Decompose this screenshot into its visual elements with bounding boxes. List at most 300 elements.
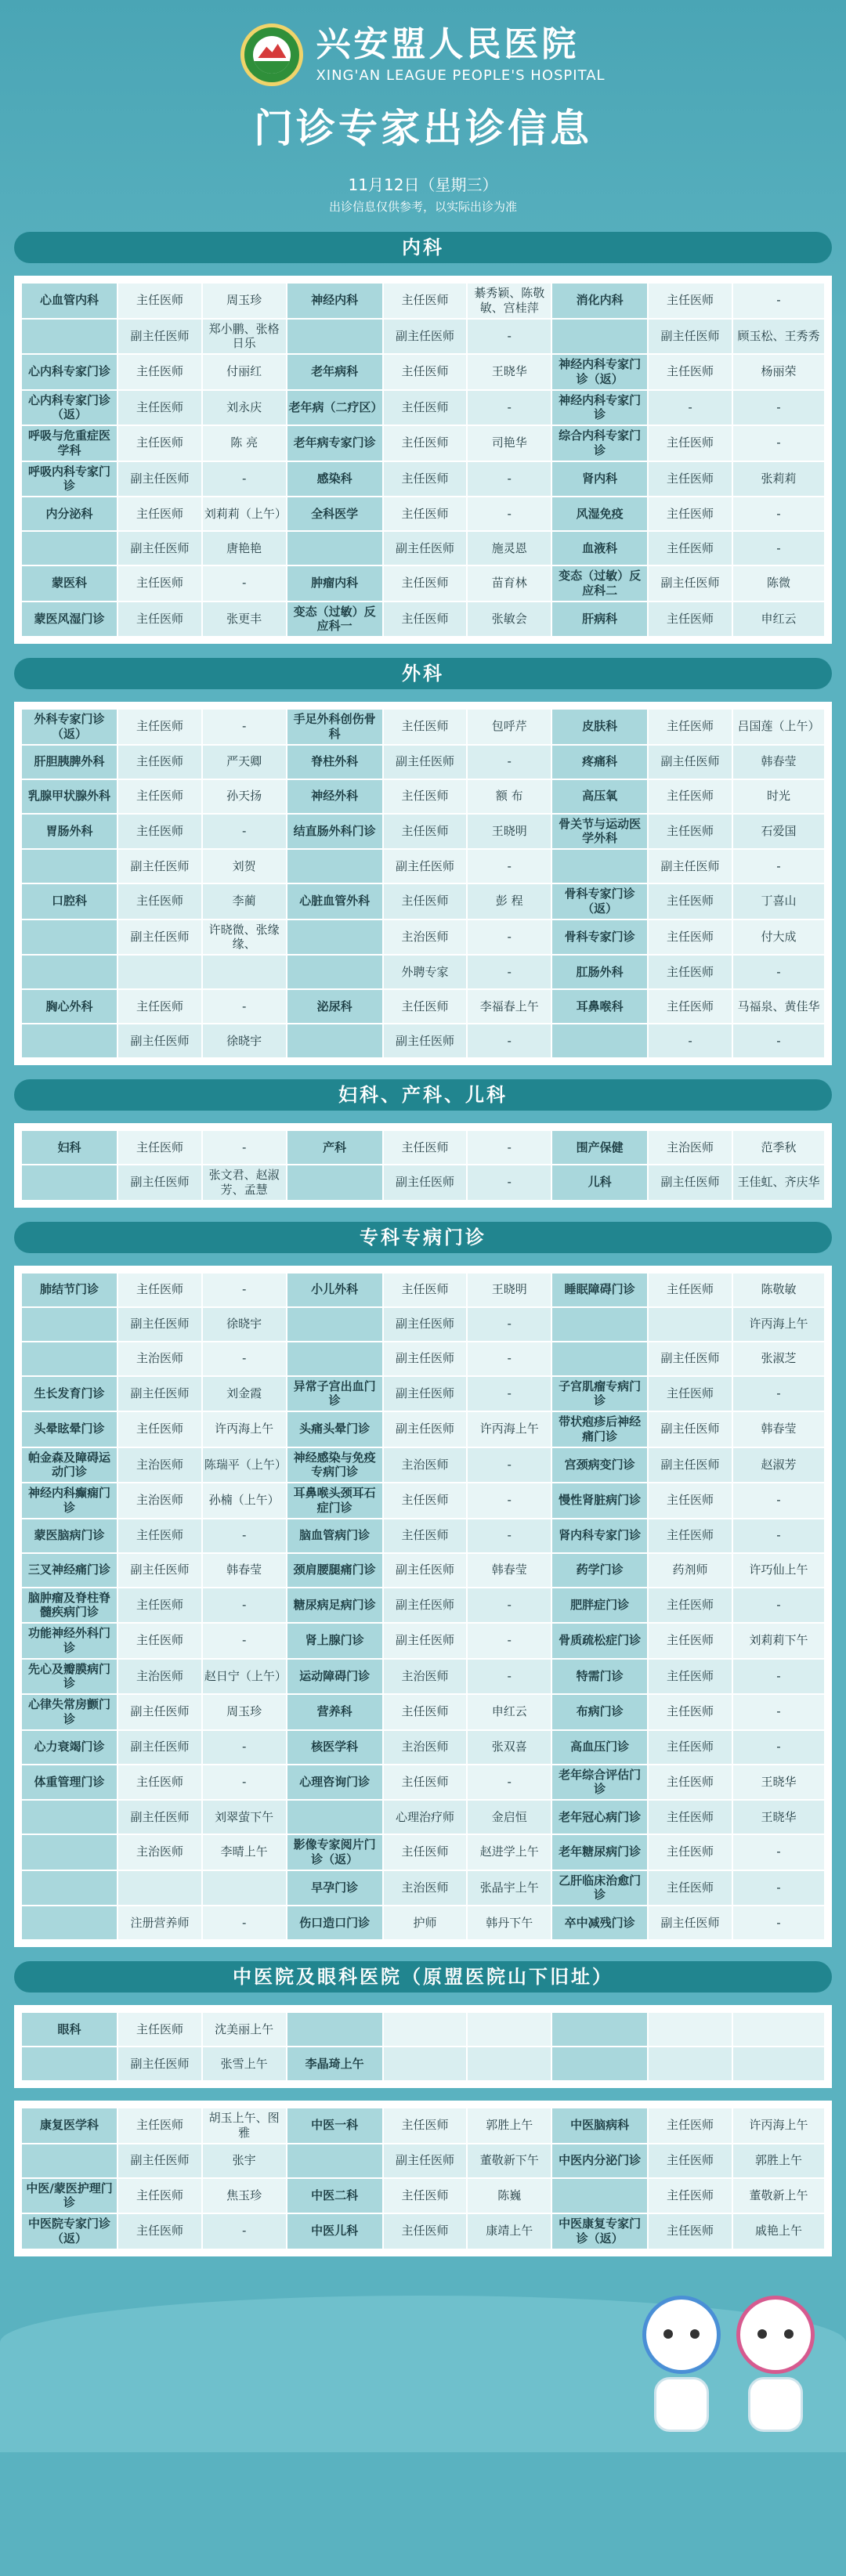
doctor-name-cell: - bbox=[467, 1447, 551, 1483]
mascot-icon bbox=[642, 2296, 721, 2437]
department-cell: 子宫肌瘤专病门诊 bbox=[551, 1376, 648, 1412]
department-cell: 糖尿病足病门诊 bbox=[287, 1588, 383, 1624]
doctor-title-cell: 主任医师 bbox=[118, 602, 202, 638]
doctor-title-cell: 副主任医师 bbox=[383, 849, 468, 883]
table-row bbox=[21, 989, 825, 1024]
doctor-title-cell: 注册营养师 bbox=[118, 1906, 202, 1940]
department-cell bbox=[21, 955, 118, 989]
department-cell: 带状疱疹后神经痛门诊 bbox=[551, 1411, 648, 1447]
department-cell: 心脏血管外科 bbox=[287, 883, 383, 919]
doctor-name-cell: 施灵恩 bbox=[467, 531, 551, 565]
doctor-title-cell: 主任医师 bbox=[383, 497, 468, 531]
doctor-name-cell: - bbox=[467, 461, 551, 497]
doctor-title-cell: 副主任医师 bbox=[383, 1553, 468, 1588]
doctor-name-cell: 苗育林 bbox=[467, 565, 551, 602]
table-row bbox=[21, 1588, 825, 1624]
department-cell: 手足外科创伤骨科 bbox=[287, 709, 383, 745]
department-cell bbox=[21, 1165, 118, 1201]
department-cell: 呼吸与危重症医学科 bbox=[21, 425, 118, 461]
doctor-title-cell: 主任医师 bbox=[648, 814, 732, 850]
section-fuer: 妇科、产科、儿科 bbox=[14, 1079, 832, 1111]
department-cell: 颈肩腰腿痛门诊 bbox=[287, 1553, 383, 1588]
doctor-title-cell: 主治医师 bbox=[383, 1730, 468, 1765]
doctor-name-cell: - bbox=[202, 2213, 287, 2249]
department-cell: 头晕眩晕门诊 bbox=[21, 1411, 118, 1447]
department-cell: 感染科 bbox=[287, 461, 383, 497]
doctor-title-cell: 主任医师 bbox=[383, 1519, 468, 1553]
department-cell: 神经内科专家门诊 bbox=[551, 390, 648, 426]
department-cell: 眼科 bbox=[21, 2012, 118, 2047]
doctor-name-cell: 陈瑞平（上午） bbox=[202, 1447, 287, 1483]
doctor-name-cell: 赵进学上午 bbox=[467, 1834, 551, 1870]
department-cell: 康复医学科 bbox=[21, 2108, 118, 2144]
doctor-name-cell: 张莉莉 bbox=[732, 461, 825, 497]
doctor-name-cell: 刘贺 bbox=[202, 849, 287, 883]
doctor-title-cell: 主任医师 bbox=[383, 354, 468, 390]
doctor-name-cell: - bbox=[732, 1588, 825, 1624]
doctor-name-cell bbox=[732, 2047, 825, 2081]
doctor-name-cell: 王晓华 bbox=[467, 354, 551, 390]
table-row bbox=[21, 461, 825, 497]
doctor-name-cell: 石爱国 bbox=[732, 814, 825, 850]
doctor-name-cell: 陈微 bbox=[732, 565, 825, 602]
table-row bbox=[21, 1730, 825, 1765]
department-cell bbox=[287, 531, 383, 565]
table-neike-card bbox=[14, 276, 832, 644]
doctor-name-cell: 唐艳艳 bbox=[202, 531, 287, 565]
department-cell bbox=[21, 2144, 118, 2178]
doctor-title-cell: 主任医师 bbox=[383, 1130, 468, 1165]
doctor-title-cell bbox=[383, 2047, 468, 2081]
doctor-title-cell: 副主任医师 bbox=[648, 565, 732, 602]
doctor-title-cell: 副主任医师 bbox=[383, 319, 468, 355]
department-cell: 肺结节门诊 bbox=[21, 1273, 118, 1307]
doctor-name-cell: 韩春莹 bbox=[202, 1553, 287, 1588]
doctor-name-cell: 范季秋 bbox=[732, 1130, 825, 1165]
doctor-name-cell: - bbox=[732, 955, 825, 989]
table-row bbox=[21, 425, 825, 461]
doctor-name-cell: 张淑芝 bbox=[732, 1342, 825, 1376]
table-row bbox=[21, 1694, 825, 1730]
department-cell: 高压氧 bbox=[551, 779, 648, 814]
table-row bbox=[21, 2012, 825, 2047]
department-cell: 布病门诊 bbox=[551, 1694, 648, 1730]
department-cell: 运动障碍门诊 bbox=[287, 1659, 383, 1695]
doctor-name-cell: - bbox=[467, 1483, 551, 1519]
department-cell: 肾内科专家门诊 bbox=[551, 1519, 648, 1553]
table-row bbox=[21, 1765, 825, 1801]
doctor-title-cell: 副主任医师 bbox=[383, 1165, 468, 1201]
doctor-title-cell: 主任医师 bbox=[648, 283, 732, 319]
page-title: 门诊专家出诊信息 bbox=[254, 106, 592, 151]
doctor-name-cell: 司艳华 bbox=[467, 425, 551, 461]
department-cell: 体重管理门诊 bbox=[21, 1765, 118, 1801]
doctor-name-cell bbox=[732, 2012, 825, 2047]
doctor-name-cell: 许丙海上午 bbox=[732, 2108, 825, 2144]
department-cell: 肥胖症门诊 bbox=[551, 1588, 648, 1624]
doctor-name-cell: 王晓明 bbox=[467, 814, 551, 850]
hospital-name: 兴安盟人民医院 bbox=[316, 24, 580, 65]
table-row bbox=[21, 1483, 825, 1519]
department-cell: 伤口造口门诊 bbox=[287, 1906, 383, 1940]
table-row bbox=[21, 319, 825, 355]
doctor-title-cell: 主任医师 bbox=[648, 919, 732, 956]
department-cell bbox=[21, 1834, 118, 1870]
doctor-name-cell: - bbox=[202, 565, 287, 602]
doctor-title-cell: 主任医师 bbox=[648, 497, 732, 531]
department-cell bbox=[551, 1342, 648, 1376]
doctor-title-cell: 主任医师 bbox=[648, 2144, 732, 2178]
doctor-title-cell: 主任医师 bbox=[383, 2108, 468, 2144]
doctor-name-cell: 李福春上午 bbox=[467, 989, 551, 1024]
department-cell: 营养科 bbox=[287, 1694, 383, 1730]
table-row bbox=[21, 1553, 825, 1588]
doctor-title-cell: 主任医师 bbox=[383, 814, 468, 850]
department-cell: 慢性肾脏病门诊 bbox=[551, 1483, 648, 1519]
table-zhongyi bbox=[20, 2107, 826, 2250]
department-cell bbox=[21, 1307, 118, 1342]
doctor-title-cell: 外聘专家 bbox=[383, 955, 468, 989]
doctor-name-cell: - bbox=[732, 497, 825, 531]
doctor-title-cell: 主任医师 bbox=[118, 989, 202, 1024]
department-cell bbox=[21, 531, 118, 565]
doctor-name-cell: 王晓明 bbox=[467, 1273, 551, 1307]
table-yanke bbox=[20, 2011, 826, 2082]
department-cell: 结直肠外科门诊 bbox=[287, 814, 383, 850]
doctor-title-cell: 主任医师 bbox=[648, 1376, 732, 1412]
department-cell: 内分泌科 bbox=[21, 497, 118, 531]
doctor-title-cell: 主任医师 bbox=[648, 1800, 732, 1834]
doctor-title-cell: 副主任医师 bbox=[118, 1024, 202, 1058]
department-cell: 乙肝临床治愈门诊 bbox=[551, 1870, 648, 1906]
mascot-icon bbox=[736, 2296, 815, 2437]
doctor-title-cell: 主任医师 bbox=[648, 1273, 732, 1307]
doctor-title-cell: 主任医师 bbox=[648, 955, 732, 989]
doctor-name-cell: 付大成 bbox=[732, 919, 825, 956]
department-cell bbox=[287, 1800, 383, 1834]
department-cell bbox=[551, 1307, 648, 1342]
doctor-title-cell: - bbox=[648, 1024, 732, 1058]
doctor-title-cell: 主任医师 bbox=[383, 2178, 468, 2214]
department-cell: 变态（过敏）反应科一 bbox=[287, 602, 383, 638]
doctor-name-cell: 王佳虹、齐庆华 bbox=[732, 1165, 825, 1201]
department-cell: 异常子宫出血门诊 bbox=[287, 1376, 383, 1412]
department-cell: 帕金森及障碍运动门诊 bbox=[21, 1447, 118, 1483]
table-row bbox=[21, 1273, 825, 1307]
doctor-title-cell: 主任医师 bbox=[648, 425, 732, 461]
doctor-name-cell: - bbox=[732, 390, 825, 426]
doctor-title-cell: 主任医师 bbox=[118, 1765, 202, 1801]
doctor-title-cell: 主任医师 bbox=[383, 709, 468, 745]
department-cell: 骨质疏松症门诊 bbox=[551, 1623, 648, 1659]
doctor-title-cell: 副主任医师 bbox=[383, 1307, 468, 1342]
doctor-name-cell: 韩丹下午 bbox=[467, 1906, 551, 1940]
doctor-name-cell: 申红云 bbox=[732, 602, 825, 638]
doctor-name-cell: 周玉珍 bbox=[202, 1694, 287, 1730]
table-row bbox=[21, 955, 825, 989]
doctor-name-cell: 王晓华 bbox=[732, 1765, 825, 1801]
department-cell: 肿瘤内科 bbox=[287, 565, 383, 602]
department-cell: 老年病科 bbox=[287, 354, 383, 390]
doctor-title-cell: 药剂师 bbox=[648, 1553, 732, 1588]
table-yanke-card bbox=[14, 2005, 832, 2088]
table-row bbox=[21, 2178, 825, 2214]
department-cell: 综合内科专家门诊 bbox=[551, 425, 648, 461]
doctor-title-cell: 主任医师 bbox=[118, 2012, 202, 2047]
doctor-title-cell: 副主任医师 bbox=[118, 1307, 202, 1342]
doctor-title-cell: 主任医师 bbox=[118, 425, 202, 461]
doctor-title-cell: 副主任医师 bbox=[383, 2144, 468, 2178]
header bbox=[0, 0, 846, 215]
doctor-name-cell: - bbox=[732, 1870, 825, 1906]
department-cell: 泌尿科 bbox=[287, 989, 383, 1024]
doctor-title-cell: 副主任医师 bbox=[118, 849, 202, 883]
doctor-title-cell: 副主任医师 bbox=[383, 1342, 468, 1376]
doctor-title-cell: 主任医师 bbox=[648, 1483, 732, 1519]
doctor-title-cell bbox=[118, 1870, 202, 1906]
doctor-name-cell: 刘莉莉下午 bbox=[732, 1623, 825, 1659]
department-cell bbox=[21, 1342, 118, 1376]
doctor-title-cell: 主任医师 bbox=[118, 2108, 202, 2144]
hospital-english-name: XING'AN LEAGUE PEOPLE'S HOSPITAL bbox=[316, 67, 606, 84]
doctor-title-cell: 主任医师 bbox=[648, 1694, 732, 1730]
doctor-name-cell: 陈巍 bbox=[467, 2178, 551, 2214]
doctor-name-cell: - bbox=[732, 531, 825, 565]
department-cell: 心理咨询门诊 bbox=[287, 1765, 383, 1801]
logo-text bbox=[316, 26, 605, 83]
doctor-name-cell bbox=[467, 2047, 551, 2081]
doctor-name-cell: 徐晓宇 bbox=[202, 1024, 287, 1058]
table-row bbox=[21, 1024, 825, 1058]
department-cell: 产科 bbox=[287, 1130, 383, 1165]
doctor-title-cell: 主任医师 bbox=[383, 461, 468, 497]
doctor-name-cell: 戚艳上午 bbox=[732, 2213, 825, 2249]
doctor-title-cell: 主任医师 bbox=[648, 779, 732, 814]
doctor-name-cell: 陈 亮 bbox=[202, 425, 287, 461]
doctor-name-cell: 张宇 bbox=[202, 2144, 287, 2178]
doctor-name-cell: - bbox=[732, 849, 825, 883]
doctor-title-cell: 主任医师 bbox=[118, 1273, 202, 1307]
doctor-title-cell: 副主任医师 bbox=[383, 531, 468, 565]
doctor-title-cell: 主任医师 bbox=[648, 354, 732, 390]
doctor-title-cell: 主任医师 bbox=[118, 2178, 202, 2214]
department-cell bbox=[551, 319, 648, 355]
section-neike: 内科 bbox=[14, 232, 832, 263]
doctor-title-cell: 主任医师 bbox=[383, 1765, 468, 1801]
doctor-name-cell: - bbox=[732, 1694, 825, 1730]
table-row bbox=[21, 2108, 825, 2144]
table-neike bbox=[20, 282, 826, 638]
department-cell: 风湿免疫 bbox=[551, 497, 648, 531]
department-cell bbox=[551, 2047, 648, 2081]
table-row bbox=[21, 814, 825, 850]
doctor-name-cell: 孙天扬 bbox=[202, 779, 287, 814]
department-cell: 蒙医脑病门诊 bbox=[21, 1519, 118, 1553]
doctor-title-cell: 主任医师 bbox=[648, 2178, 732, 2214]
table-row bbox=[21, 1376, 825, 1412]
department-cell: 神经内科 bbox=[287, 283, 383, 319]
table-waike-card bbox=[14, 702, 832, 1065]
table-zhuanke bbox=[20, 1272, 826, 1942]
department-cell: 核医学科 bbox=[287, 1730, 383, 1765]
doctor-title-cell: 副主任医师 bbox=[383, 1623, 468, 1659]
table-fuer-card bbox=[14, 1123, 832, 1208]
doctor-title-cell: 主任医师 bbox=[118, 883, 202, 919]
doctor-title-cell: 主任医师 bbox=[648, 1730, 732, 1765]
department-cell: 药学门诊 bbox=[551, 1553, 648, 1588]
doctor-title-cell: 主任医师 bbox=[118, 1623, 202, 1659]
table-row bbox=[21, 283, 825, 319]
department-cell bbox=[287, 919, 383, 956]
footer-decoration bbox=[0, 2272, 846, 2452]
doctor-name-cell: 额 布 bbox=[467, 779, 551, 814]
doctor-title-cell: 主任医师 bbox=[383, 989, 468, 1024]
doctor-name-cell: 顾玉松、王秀秀 bbox=[732, 319, 825, 355]
department-cell: 血液科 bbox=[551, 531, 648, 565]
doctor-name-cell: 徐晓宇 bbox=[202, 1307, 287, 1342]
doctor-title-cell: 副主任医师 bbox=[118, 461, 202, 497]
doctor-name-cell: - bbox=[467, 1659, 551, 1695]
doctor-name-cell: - bbox=[467, 1623, 551, 1659]
doctor-name-cell: 许晓微、张缘缘、 bbox=[202, 919, 287, 956]
doctor-title-cell: 副主任医师 bbox=[118, 2047, 202, 2081]
doctor-title-cell: 主任医师 bbox=[648, 1519, 732, 1553]
doctor-name-cell: - bbox=[202, 1519, 287, 1553]
doctor-name-cell: - bbox=[732, 425, 825, 461]
doctor-title-cell: 副主任医师 bbox=[118, 319, 202, 355]
department-cell: 儿科 bbox=[551, 1165, 648, 1201]
hospital-logo-icon bbox=[240, 23, 303, 86]
doctor-title-cell: 主任医师 bbox=[118, 1519, 202, 1553]
doctor-name-cell: 赵淑芳 bbox=[732, 1447, 825, 1483]
doctor-title-cell: 主治医师 bbox=[118, 1483, 202, 1519]
department-cell: 肝病科 bbox=[551, 602, 648, 638]
doctor-name-cell: - bbox=[732, 1834, 825, 1870]
doctor-name-cell bbox=[202, 1870, 287, 1906]
doctor-title-cell: 主任医师 bbox=[118, 814, 202, 850]
department-cell: 宫颈病变门诊 bbox=[551, 1447, 648, 1483]
department-cell: 心律失常房颤门诊 bbox=[21, 1694, 118, 1730]
doctor-title-cell: 主任医师 bbox=[118, 1588, 202, 1624]
doctor-title-cell bbox=[648, 2012, 732, 2047]
department-cell: 高血压门诊 bbox=[551, 1730, 648, 1765]
doctor-name-cell: - bbox=[202, 1588, 287, 1624]
doctor-name-cell: 付丽红 bbox=[202, 354, 287, 390]
doctor-name-cell: 丁喜山 bbox=[732, 883, 825, 919]
department-cell: 神经内科专家门诊（返） bbox=[551, 354, 648, 390]
doctor-title-cell: 主任医师 bbox=[648, 709, 732, 745]
department-cell: 卒中减残门诊 bbox=[551, 1906, 648, 1940]
doctor-name-cell bbox=[467, 2012, 551, 2047]
doctor-name-cell: - bbox=[732, 283, 825, 319]
doctor-title-cell: 副主任医师 bbox=[383, 1411, 468, 1447]
doctor-title-cell: 副主任医师 bbox=[648, 1411, 732, 1447]
department-cell: 特需门诊 bbox=[551, 1659, 648, 1695]
department-cell: 肛肠外科 bbox=[551, 955, 648, 989]
doctor-title-cell: 主任医师 bbox=[648, 1870, 732, 1906]
department-cell bbox=[21, 1024, 118, 1058]
department-cell: 消化内科 bbox=[551, 283, 648, 319]
doctor-title-cell: 主任医师 bbox=[648, 1623, 732, 1659]
doctor-title-cell: 主任医师 bbox=[648, 1659, 732, 1695]
table-row bbox=[21, 745, 825, 779]
doctor-title-cell: 主任医师 bbox=[648, 2213, 732, 2249]
doctor-title-cell: 副主任医师 bbox=[383, 1588, 468, 1624]
table-row bbox=[21, 531, 825, 565]
doctor-name-cell: - bbox=[202, 1730, 287, 1765]
department-cell: 脑肿瘤及脊柱脊髓疾病门诊 bbox=[21, 1588, 118, 1624]
doctor-name-cell: - bbox=[732, 1483, 825, 1519]
department-cell: 疼痛科 bbox=[551, 745, 648, 779]
department-cell: 中医儿科 bbox=[287, 2213, 383, 2249]
table-row bbox=[21, 2213, 825, 2249]
table-row bbox=[21, 497, 825, 531]
doctor-title-cell: 主任医师 bbox=[648, 602, 732, 638]
doctor-name-cell: - bbox=[732, 1024, 825, 1058]
doctor-name-cell: - bbox=[467, 1130, 551, 1165]
doctor-title-cell: 副主任医师 bbox=[118, 919, 202, 956]
doctor-name-cell: - bbox=[732, 1519, 825, 1553]
doctor-title-cell: 副主任医师 bbox=[648, 849, 732, 883]
table-row bbox=[21, 849, 825, 883]
department-cell bbox=[287, 1342, 383, 1376]
doctor-title-cell: 副主任医师 bbox=[118, 1800, 202, 1834]
doctor-name-cell: 许丙海上午 bbox=[467, 1411, 551, 1447]
department-cell: 神经内科癫痫门诊 bbox=[21, 1483, 118, 1519]
doctor-title-cell: 副主任医师 bbox=[118, 1694, 202, 1730]
department-cell: 肝胆胰脾外科 bbox=[21, 745, 118, 779]
table-row bbox=[21, 779, 825, 814]
doctor-title-cell: 副主任医师 bbox=[648, 1165, 732, 1201]
doctor-name-cell: 马福泉、黄佳华 bbox=[732, 989, 825, 1024]
doctor-title-cell: 主任医师 bbox=[118, 709, 202, 745]
doctor-title-cell: 主任医师 bbox=[648, 1588, 732, 1624]
doctor-title-cell: 主任医师 bbox=[648, 531, 732, 565]
doctor-title-cell: 副主任医师 bbox=[118, 1376, 202, 1412]
department-cell: 外科专家门诊（返） bbox=[21, 709, 118, 745]
doctor-name-cell: 包呼芹 bbox=[467, 709, 551, 745]
doctor-title-cell: 主任医师 bbox=[383, 1694, 468, 1730]
table-row bbox=[21, 1447, 825, 1483]
table-row bbox=[21, 1906, 825, 1940]
doctor-title-cell: 主任医师 bbox=[118, 745, 202, 779]
department-cell: 口腔科 bbox=[21, 883, 118, 919]
doctor-name-cell: 刘永庆 bbox=[202, 390, 287, 426]
doctor-name-cell: 董敬新上午 bbox=[732, 2178, 825, 2214]
doctor-name-cell: - bbox=[732, 1730, 825, 1765]
doctor-name-cell: 时光 bbox=[732, 779, 825, 814]
department-cell bbox=[21, 919, 118, 956]
doctor-name-cell: - bbox=[467, 1765, 551, 1801]
doctor-title-cell: 副主任医师 bbox=[648, 319, 732, 355]
doctor-title-cell: 主任医师 bbox=[118, 565, 202, 602]
department-cell: 李晶琦上午 bbox=[287, 2047, 383, 2081]
department-cell bbox=[551, 2012, 648, 2047]
doctor-title-cell: 副主任医师 bbox=[118, 1165, 202, 1201]
doctor-name-cell: - bbox=[202, 709, 287, 745]
doctor-title-cell: 主治医师 bbox=[383, 919, 468, 956]
doctor-name-cell: 严天卿 bbox=[202, 745, 287, 779]
doctor-name-cell: - bbox=[467, 1165, 551, 1201]
doctor-title-cell: 副主任医师 bbox=[118, 1730, 202, 1765]
department-cell: 脊柱外科 bbox=[287, 745, 383, 779]
doctor-name-cell: 许巧仙上午 bbox=[732, 1553, 825, 1588]
doctor-name-cell: 张双喜 bbox=[467, 1730, 551, 1765]
doctor-name-cell: 郭胜上午 bbox=[467, 2108, 551, 2144]
department-cell: 骨关节与运动医学外科 bbox=[551, 814, 648, 850]
doctor-name-cell: 李晴上午 bbox=[202, 1834, 287, 1870]
doctor-title-cell: 主治医师 bbox=[648, 1130, 732, 1165]
